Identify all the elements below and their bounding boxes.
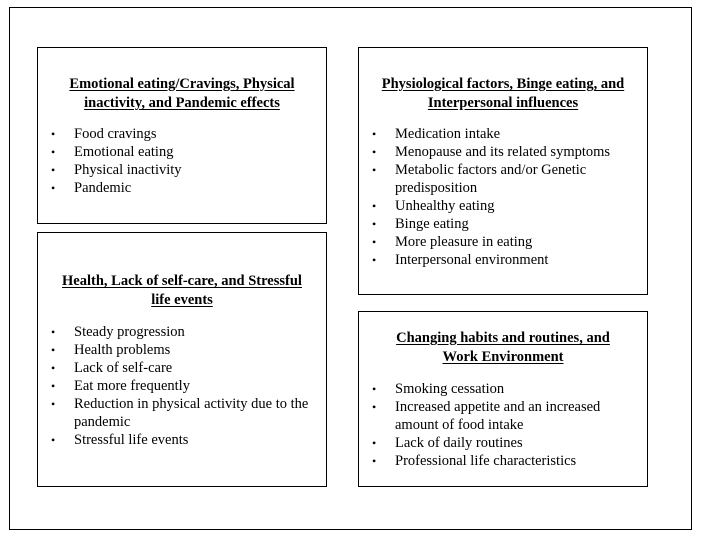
box-title: Changing habits and routines, and Work Environment xyxy=(396,330,610,365)
list-item: • Lack of daily routines xyxy=(372,434,632,452)
list-item: • Reduction in physical activity due to the pandemic xyxy=(51,395,321,431)
list-item: • Steady progression xyxy=(51,323,321,341)
box-title: Emotional eating/Cravings, Physical inactivity, and Pandemic effects xyxy=(69,76,295,111)
factor-list xyxy=(51,323,321,449)
box-title: Physiological factors, Binge eating, and Interpersonal influences xyxy=(381,76,625,111)
factor-list xyxy=(372,380,632,470)
box-health-self-care xyxy=(37,232,327,487)
list-item: • Increased appetite and an increased amount of food intake xyxy=(372,398,632,434)
list-item: • Interpersonal environment xyxy=(372,251,632,269)
factor-list xyxy=(372,125,632,269)
list-item: • Professional life characteristics xyxy=(372,452,632,470)
list-item: • Medication intake xyxy=(372,125,632,143)
list-item: • Smoking cessation xyxy=(372,380,632,398)
list-item: • Menopause and its related symptoms xyxy=(372,143,632,161)
box-title: Health, Lack of self-care, and Stressful life events xyxy=(62,273,302,308)
factor-list xyxy=(51,125,321,197)
box-changing-habits xyxy=(358,311,648,487)
list-item: • Food cravings xyxy=(51,125,321,143)
list-item: • Emotional eating xyxy=(51,143,321,161)
list-item: • Stressful life events xyxy=(51,431,321,449)
list-item: • Pandemic xyxy=(51,179,321,197)
list-item: • Health problems xyxy=(51,341,321,359)
list-item: • More pleasure in eating xyxy=(372,233,632,251)
box-emotional-eating xyxy=(37,47,327,224)
list-item: • Physical inactivity xyxy=(51,161,321,179)
list-item: • Lack of self-care xyxy=(51,359,321,377)
box-physiological-factors xyxy=(358,47,648,295)
list-item: • Binge eating xyxy=(372,215,632,233)
list-item: • Eat more frequently xyxy=(51,377,321,395)
list-item: • Metabolic factors and/or Genetic predisposition xyxy=(372,161,632,197)
list-item: • Unhealthy eating xyxy=(372,197,632,215)
